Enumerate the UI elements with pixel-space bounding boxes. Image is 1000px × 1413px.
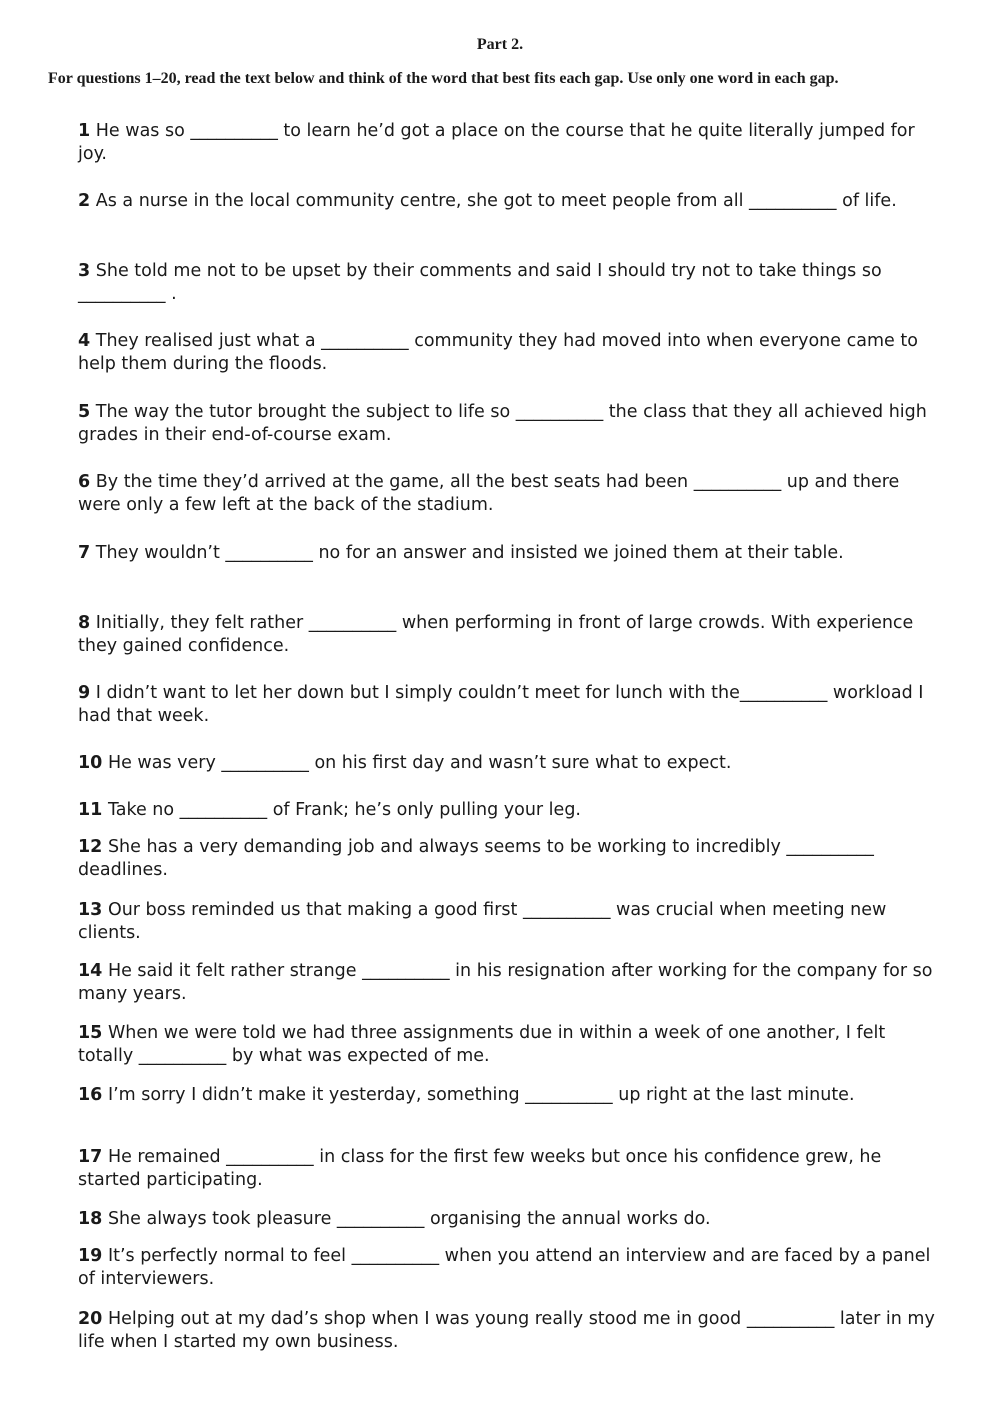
- question-text: He was very __________ on his first day and wasn’t sure what to expect.: [107, 753, 732, 773]
- question-number: 20: [78, 1309, 103, 1329]
- question-2: [78, 190, 938, 213]
- question-number: 9: [78, 683, 91, 703]
- question-number: 1: [78, 121, 91, 141]
- question-text: Initially, they felt rather __________ when performing in front of large crowds. With experience they gained confidence.: [78, 613, 914, 656]
- question-1: [78, 120, 938, 166]
- question-10: [78, 752, 938, 775]
- question-19: [78, 1245, 938, 1291]
- question-text: Take no __________ of Frank; he’s only pulling your leg.: [107, 800, 581, 820]
- question-17: [78, 1146, 938, 1192]
- question-7: [78, 542, 938, 565]
- question-12: [78, 836, 938, 882]
- question-number: 10: [78, 753, 103, 773]
- question-number: 17: [78, 1147, 103, 1167]
- question-number: 6: [78, 472, 91, 492]
- question-4: [78, 330, 938, 376]
- question-text: She has a very demanding job and always seems to be working to incredibly __________ deadlines.: [78, 837, 874, 880]
- question-text: She always took pleasure __________ organising the annual works do.: [107, 1209, 711, 1229]
- question-20: [78, 1308, 938, 1354]
- question-number: 16: [78, 1085, 103, 1105]
- question-number: 19: [78, 1246, 103, 1266]
- question-text: As a nurse in the local community centre, she got to meet people from all __________ of life.: [95, 191, 897, 211]
- question-text: I’m sorry I didn’t make it yesterday, something __________ up right at the last minute.: [107, 1085, 855, 1105]
- question-text: He said it felt rather strange __________ in his resignation after working for the company for so many years.: [78, 961, 933, 1004]
- question-number: 4: [78, 331, 91, 351]
- question-text: She told me not to be upset by their comments and said I should try not to take things so __________ .: [78, 261, 882, 304]
- question-number: 8: [78, 613, 91, 633]
- question-number: 7: [78, 543, 91, 563]
- question-text: Our boss reminded us that making a good first __________ was crucial when meeting new clients.: [78, 900, 887, 943]
- question-text: He was so __________ to learn he’d got a place on the course that he quite literally jumped for joy.: [78, 121, 915, 164]
- question-text: He remained __________ in class for the first few weeks but once his confidence grew, he started participating.: [78, 1147, 882, 1190]
- question-14: [78, 960, 938, 1006]
- question-9: [78, 682, 938, 728]
- question-18: [78, 1208, 938, 1231]
- question-text: They realised just what a __________ community they had moved into when everyone came to help them during the floods.: [78, 331, 918, 374]
- question-13: [78, 899, 938, 945]
- question-text: They wouldn’t __________ no for an answer and insisted we joined them at their table.: [95, 543, 844, 563]
- question-6: [78, 471, 938, 517]
- question-number: 11: [78, 800, 103, 820]
- question-number: 18: [78, 1209, 103, 1229]
- question-number: 3: [78, 261, 91, 281]
- question-text: I didn’t want to let her down but I simply couldn’t meet for lunch with the__________ workload I had that week.: [78, 683, 924, 726]
- question-text: It’s perfectly normal to feel __________ when you attend an interview and are faced by a panel of interviewers.: [78, 1246, 931, 1289]
- question-text: By the time they’d arrived at the game, all the best seats had been __________ up and there were only a few left at the back of the stadium.: [78, 472, 900, 515]
- question-5: [78, 401, 938, 447]
- question-16: [78, 1084, 938, 1107]
- question-8: [78, 612, 938, 658]
- question-3: [78, 260, 938, 306]
- question-number: 13: [78, 900, 103, 920]
- question-text: When we were told we had three assignments due in within a week of one another, I felt totally __________ by what was expected of me.: [78, 1023, 886, 1066]
- question-15: [78, 1022, 938, 1068]
- question-text: Helping out at my dad’s shop when I was young really stood me in good __________ later in my life when I started my own business.: [78, 1309, 935, 1352]
- question-11: [78, 799, 938, 822]
- question-text: The way the tutor brought the subject to life so __________ the class that they all achieved high grades in their end-of-course exam.: [78, 402, 927, 445]
- question-number: 2: [78, 191, 91, 211]
- instructions: For questions 1–20, read the text below and think of the word that best fits each gap. Use only one word in each gap.: [48, 70, 839, 87]
- question-number: 15: [78, 1023, 103, 1043]
- question-number: 12: [78, 837, 103, 857]
- page-title: Part 2.: [476, 36, 524, 53]
- question-number: 5: [78, 402, 91, 422]
- question-number: 14: [78, 961, 103, 981]
